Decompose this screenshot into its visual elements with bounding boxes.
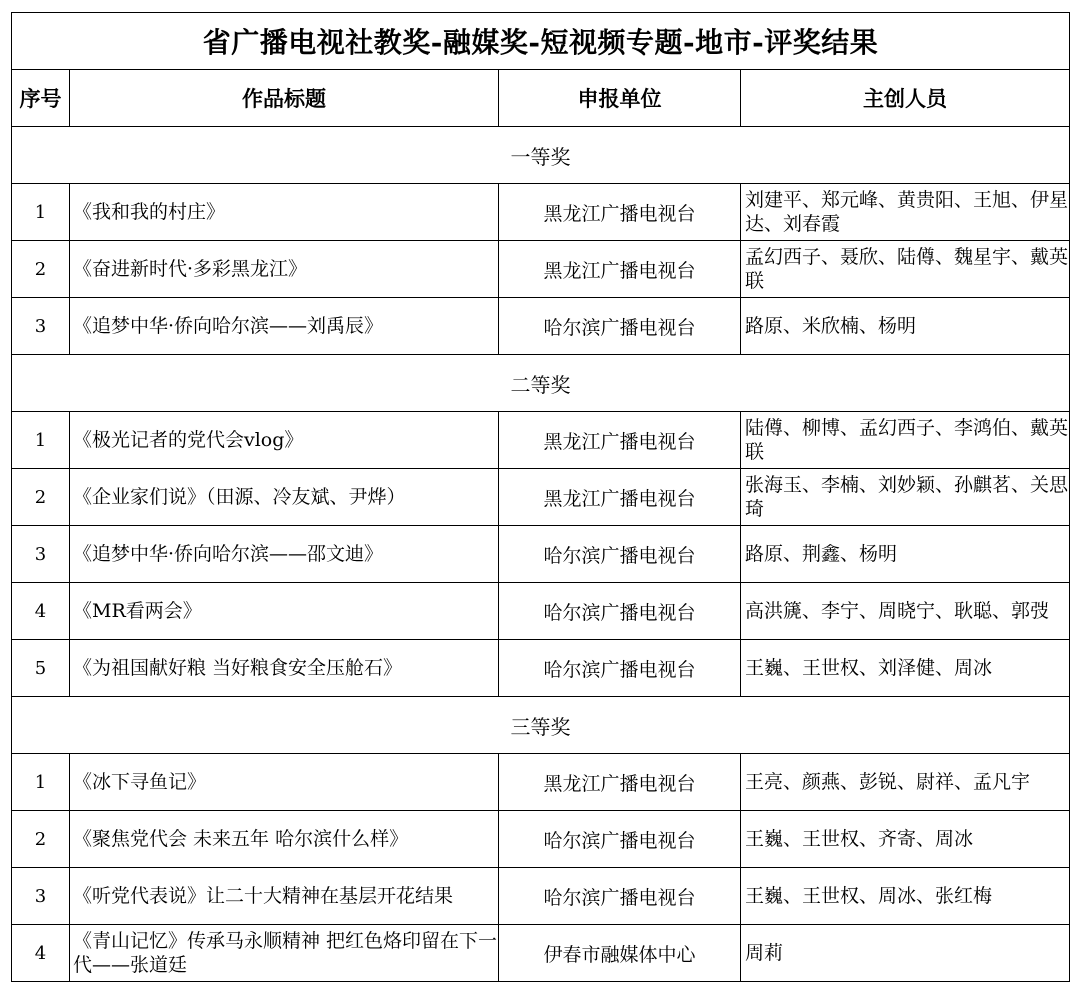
row-creators: 王巍、王世权、齐寄、周冰 xyxy=(741,811,1070,868)
row-unit: 哈尔滨广播电视台 xyxy=(499,526,741,583)
row-unit: 伊春市融媒体中心 xyxy=(499,925,741,982)
row-creators: 路原、荆鑫、杨明 xyxy=(741,526,1070,583)
header-work-title: 作品标题 xyxy=(70,70,499,127)
header-unit: 申报单位 xyxy=(499,70,741,127)
row-title: 《企业家们说》（田源、冷友斌、尹烨） xyxy=(70,469,499,526)
row-creators: 孟幻西子、聂欣、陆僔、魏星宇、戴英联 xyxy=(741,241,1070,298)
table-row xyxy=(12,241,1070,298)
row-creators: 王巍、王世权、周冰、张红梅 xyxy=(741,868,1070,925)
table-row xyxy=(12,640,1070,697)
table-title: 省广播电视社教奖-融媒奖-短视频专题-地市-评奖结果 xyxy=(12,13,1070,70)
section-heading: 一等奖 xyxy=(12,127,1070,184)
table-row xyxy=(12,298,1070,355)
row-title: 《聚焦党代会 未来五年 哈尔滨什么样》 xyxy=(70,811,499,868)
row-creators: 高洪篪、李宁、周晓宁、耿聪、郭弢 xyxy=(741,583,1070,640)
row-title: 《冰下寻鱼记》 xyxy=(70,754,499,811)
row-unit: 哈尔滨广播电视台 xyxy=(499,640,741,697)
row-unit: 黑龙江广播电视台 xyxy=(499,184,741,241)
row-index: 4 xyxy=(12,925,70,982)
row-title: 《为祖国献好粮 当好粮食安全压舱石》 xyxy=(70,640,499,697)
row-title: 《听党代表说》让二十大精神在基层开花结果 xyxy=(70,868,499,925)
row-index: 2 xyxy=(12,469,70,526)
table-row xyxy=(12,469,1070,526)
row-title: 《我和我的村庄》 xyxy=(70,184,499,241)
row-index: 2 xyxy=(12,241,70,298)
row-index: 2 xyxy=(12,811,70,868)
row-creators: 陆僔、柳博、孟幻西子、李鸿伯、戴英联 xyxy=(741,412,1070,469)
row-unit: 哈尔滨广播电视台 xyxy=(499,583,741,640)
row-unit: 哈尔滨广播电视台 xyxy=(499,811,741,868)
row-creators: 王巍、王世权、刘泽健、周冰 xyxy=(741,640,1070,697)
header-index: 序号 xyxy=(12,70,70,127)
row-unit: 哈尔滨广播电视台 xyxy=(499,868,741,925)
row-creators: 路原、米欣楠、杨明 xyxy=(741,298,1070,355)
row-index: 5 xyxy=(12,640,70,697)
row-unit: 黑龙江广播电视台 xyxy=(499,412,741,469)
row-unit: 哈尔滨广播电视台 xyxy=(499,298,741,355)
row-index: 3 xyxy=(12,868,70,925)
table-row xyxy=(12,412,1070,469)
table-row xyxy=(12,925,1070,982)
section-heading: 三等奖 xyxy=(12,697,1070,754)
row-title: 《青山记忆》传承马永顺精神 把红色烙印留在下一代——张道廷 xyxy=(70,925,499,982)
awards-table xyxy=(11,12,1070,982)
row-creators: 王亮、颜燕、彭锐、尉祥、孟凡宇 xyxy=(741,754,1070,811)
table-row xyxy=(12,868,1070,925)
row-creators: 刘建平、郑元峰、黄贵阳、王旭、伊星达、刘春霞 xyxy=(741,184,1070,241)
row-title: 《追梦中华·侨向哈尔滨——邵文迪》 xyxy=(70,526,499,583)
row-title: 《极光记者的党代会vlog》 xyxy=(70,412,499,469)
row-index: 1 xyxy=(12,184,70,241)
row-index: 3 xyxy=(12,526,70,583)
row-title: 《MR看两会》 xyxy=(70,583,499,640)
row-index: 1 xyxy=(12,412,70,469)
row-index: 1 xyxy=(12,754,70,811)
row-unit: 黑龙江广播电视台 xyxy=(499,754,741,811)
row-creators: 周莉 xyxy=(741,925,1070,982)
section-heading: 二等奖 xyxy=(12,355,1070,412)
header-creators: 主创人员 xyxy=(741,70,1070,127)
row-title: 《追梦中华·侨向哈尔滨——刘禹辰》 xyxy=(70,298,499,355)
row-title: 《奋进新时代·多彩黑龙江》 xyxy=(70,241,499,298)
table-row xyxy=(12,811,1070,868)
row-index: 4 xyxy=(12,583,70,640)
row-creators: 张海玉、李楠、刘妙颖、孙麒茗、关思琦 xyxy=(741,469,1070,526)
table-row xyxy=(12,184,1070,241)
table-row xyxy=(12,526,1070,583)
row-unit: 黑龙江广播电视台 xyxy=(499,241,741,298)
table-row xyxy=(12,583,1070,640)
row-unit: 黑龙江广播电视台 xyxy=(499,469,741,526)
row-index: 3 xyxy=(12,298,70,355)
table-row xyxy=(12,754,1070,811)
